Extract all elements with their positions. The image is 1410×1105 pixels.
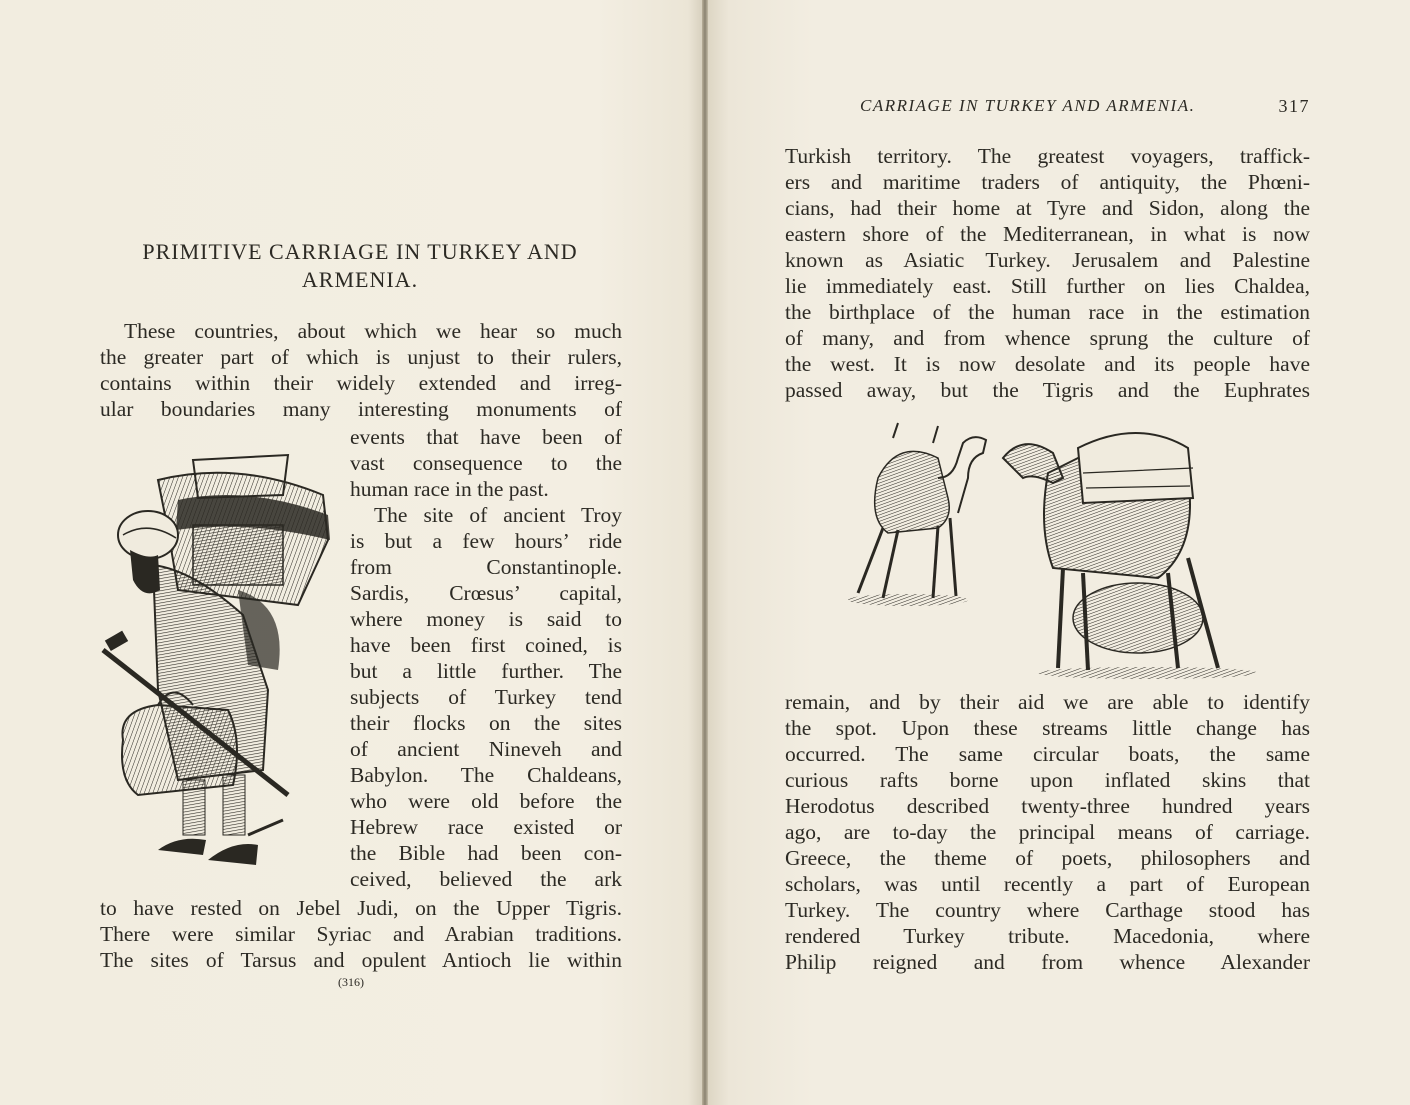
camels-illustration (838, 418, 1263, 680)
chapter-title-line-2: ARMENIA. (301, 267, 419, 292)
right-paragraph-top (785, 143, 1310, 403)
text-line: Babylon. The Chaldeans, (350, 763, 622, 787)
text-line: subjects of Turkey tend (350, 685, 622, 709)
text-line: Greece, the theme of poets, philosophers and (785, 846, 1310, 870)
text-line: the birthplace of the human race in the estimation (785, 300, 1310, 324)
text-line: These countries, about which we hear so much (124, 319, 622, 343)
running-head (860, 96, 1310, 116)
text-line: vast consequence to the (350, 451, 622, 475)
text-line: the Bible had been con- (350, 841, 622, 865)
text-line: have been first coined, is (350, 633, 622, 657)
text-line: ceived, believed the ark (350, 867, 622, 891)
page-number-left: (316) (338, 975, 364, 989)
porter-illustration (98, 440, 348, 870)
text-line: their flocks on the sites (350, 711, 622, 735)
camels-engraving-icon (838, 418, 1263, 680)
text-line: The site of ancient Troy (374, 503, 622, 527)
text-line: contains within their widely extended and irreg- (100, 371, 622, 395)
text-line: passed away, but the Tigris and the Euphrates (785, 378, 1310, 402)
text-line: cians, had their home at Tyre and Sidon, along the (785, 196, 1310, 220)
left-paragraph-wrapped (350, 424, 622, 892)
text-line: There were similar Syriac and Arabian traditions. (100, 922, 622, 946)
right-paragraph-bottom (785, 689, 1310, 975)
text-line: Turkey. The country where Carthage stood has (785, 898, 1310, 922)
text-line: scholars, was until recently a part of European (785, 872, 1310, 896)
text-line: of ancient Nineveh and (350, 737, 622, 761)
text-line: the greater part of which is unjust to their rulers, (100, 345, 622, 369)
text-line: curious rafts borne upon inflated skins that (785, 768, 1310, 792)
running-head-title: CARRIAGE IN TURKEY AND ARMENIA. (860, 96, 1196, 115)
text-line: remain, and by their aid we are able to identify (785, 690, 1310, 714)
left-paragraph-top (100, 318, 622, 422)
text-line: ago, are to-day the principal means of carriage. (785, 820, 1310, 844)
text-line: ers and maritime traders of antiquity, the Phœni- (785, 170, 1310, 194)
text-line: is but a few hours’ ride (350, 529, 622, 553)
text-line: Sardis, Crœsus’ capital, (350, 581, 622, 605)
left-paragraph-bottom (100, 895, 622, 973)
text-line: lie immediately east. Still further on lies Chaldea, (785, 274, 1310, 298)
text-line: to have rested on Jebel Judi, on the Upper Tigris. (100, 896, 622, 920)
text-line: Turkish territory. The greatest voyagers, traffick- (785, 144, 1310, 168)
text-line: Hebrew race existed or (350, 815, 622, 839)
text-line: but a little further. The (350, 659, 622, 683)
text-line: eastern shore of the Mediterranean, in what is now (785, 222, 1310, 246)
text-line: from Constantinople. (350, 555, 622, 579)
page-number-right: 317 (1278, 96, 1310, 116)
left-page (0, 0, 702, 1105)
text-line: the west. It is now desolate and its people have (785, 352, 1310, 376)
text-line: who were old before the (350, 789, 622, 813)
text-line: known as Asiatic Turkey. Jerusalem and Palestine (785, 248, 1310, 272)
text-line: the spot. Upon these streams little change has (785, 716, 1310, 740)
text-line: occurred. The same circular boats, the same (785, 742, 1310, 766)
chapter-title-line-1: PRIMITIVE CARRIAGE IN TURKEY AND (142, 239, 578, 264)
text-line: events that have been of (350, 425, 622, 449)
chapter-title (100, 238, 620, 294)
text-line: rendered Turkey tribute. Macedonia, where (785, 924, 1310, 948)
text-line: Philip reigned and from whence Alexander (785, 950, 1310, 974)
text-line: ular boundaries many interesting monuments of (100, 397, 622, 421)
text-line: The sites of Tarsus and opulent Antioch lie within (100, 948, 622, 972)
text-line: human race in the past. (350, 477, 549, 501)
porter-engraving-icon (98, 440, 348, 870)
text-line: where money is said to (350, 607, 622, 631)
text-line: of many, and from whence sprung the culture of (785, 326, 1310, 350)
text-line: Herodotus described twenty-three hundred years (785, 794, 1310, 818)
